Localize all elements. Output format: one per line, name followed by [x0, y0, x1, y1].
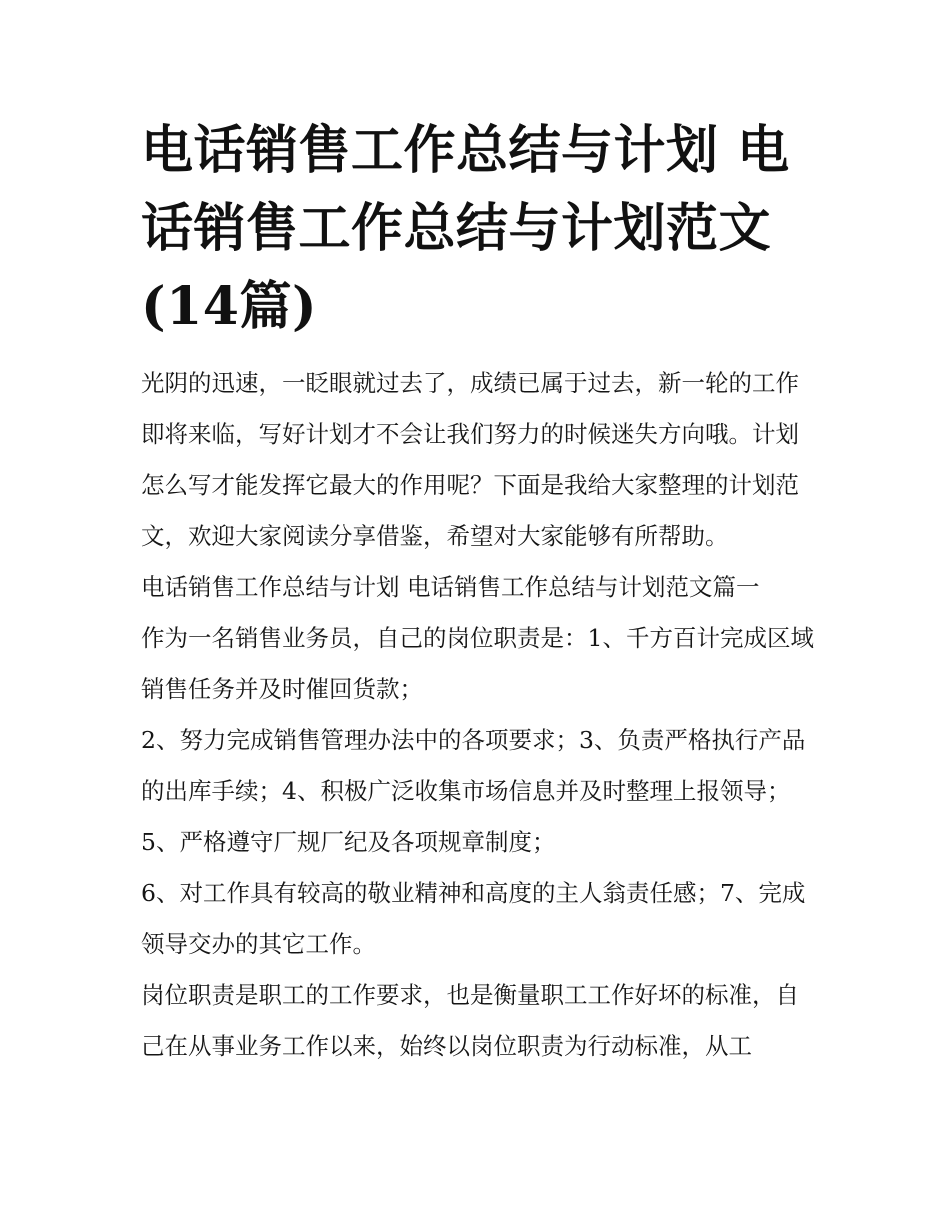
closing-paragraph: 岗位职责是职工的工作要求，也是衡量职工工作好坏的标准，自己在从事业务工作以来，始终以岗位职责为行动标准，从工	[141, 981, 799, 1060]
document-body	[141, 358, 817, 1072]
document-title: 电话销售工作总结与计划 电话销售工作总结与计划范文(14篇)	[141, 120, 790, 337]
duty-paragraph-3: 6、对工作具有较高的敬业精神和高度的主人翁责任感；7、完成领导交办的其它工作。	[141, 879, 806, 958]
duty-paragraph-1: 作为一名销售业务员，自己的岗位职责是：1、千方百计完成区域销售任务并及时催回货款；	[141, 624, 814, 703]
section-heading-paragraph: 电话销售工作总结与计划 电话销售工作总结与计划范文篇一	[141, 573, 760, 601]
duty-paragraph-2: 2、努力完成销售管理办法中的各项要求；3、负责严格执行产品的出库手续；4、积极广泛收集市场信息并及时整理上报领导；5、严格遵守厂规厂纪及各项规章制度；	[141, 726, 806, 856]
intro-paragraph: 光阴的迅速，一眨眼就过去了，成绩已属于过去，新一轮的工作即将来临，写好计划才不会让我们努力的时候迷失方向哦。计划怎么写才能发挥它最大的作用呢？下面是我给大家整理的计划范文，欢迎大家阅读分享借鉴，希望对大家能够有所帮助。	[141, 369, 799, 550]
